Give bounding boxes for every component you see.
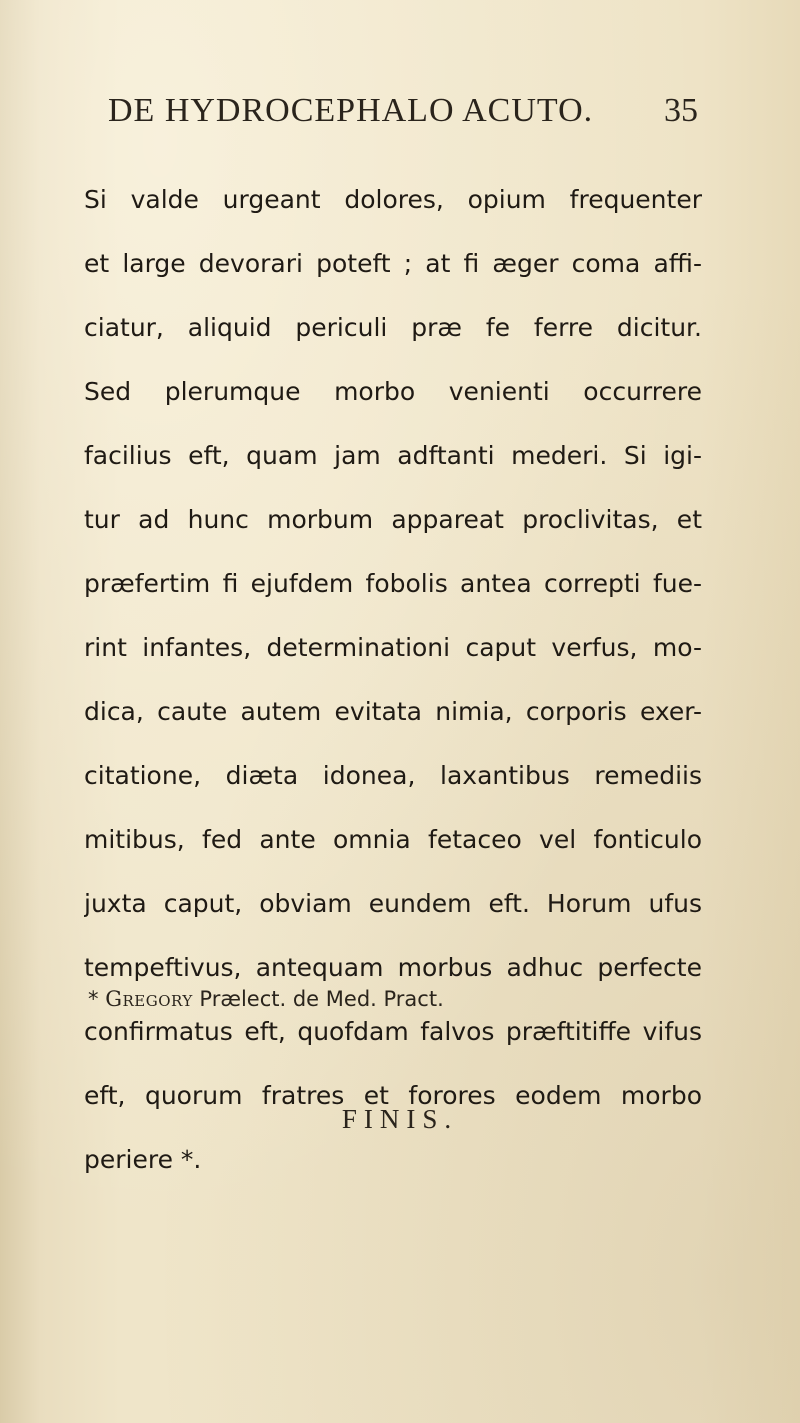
- text-line: facilius eft, quam jam adftanti mederi. Si igi-: [84, 441, 702, 470]
- footnote-text: Prælect. de Med. Pract.: [199, 987, 444, 1011]
- text-line: præfertim fi ejufdem fobolis antea correpti fue-: [84, 569, 702, 598]
- text-line: et large devorari poteft ; at fi æger coma affi-: [84, 249, 702, 278]
- text-line: rint infantes, determinationi caput verfus, mo-: [84, 633, 702, 662]
- footnote-marker: *: [88, 987, 99, 1011]
- text-line: mitibus, fed ante omnia fetaceo vel fonticulo: [84, 825, 702, 854]
- text-line: tur ad hunc morbum appareat proclivitas, et: [84, 505, 702, 534]
- text-line: periere *.: [84, 1145, 202, 1174]
- text-line: eft, quorum fratres et forores eodem morbo: [84, 1081, 702, 1110]
- text-line: dica, caute autem evitata nimia, corporis exer-: [84, 697, 702, 726]
- running-title: DE HYDROCEPHALO ACUTO.: [108, 92, 594, 129]
- body-text: [84, 168, 702, 1192]
- page-number: 35: [664, 92, 698, 129]
- footnote-author: Gregory: [105, 987, 193, 1011]
- text-line: Si valde urgeant dolores, opium frequenter: [84, 185, 702, 214]
- finis-closing: FINIS.: [341, 1104, 459, 1134]
- text-line: confirmatus eft, quofdam falvos præftitiffe vifus: [84, 1017, 702, 1046]
- text-line: tempeftivus, antequam morbus adhuc perfecte: [84, 953, 702, 982]
- text-line: Sed plerumque morbo venienti occurrere: [84, 377, 702, 406]
- footnote: [88, 987, 444, 1011]
- text-line: juxta caput, obviam eundem eft. Horum ufus: [84, 889, 702, 918]
- text-line: ciatur, aliquid periculi præ fe ferre dicitur.: [84, 313, 702, 342]
- text-line: citatione, diæta idonea, laxantibus remediis: [84, 761, 702, 790]
- page-header: [108, 92, 698, 136]
